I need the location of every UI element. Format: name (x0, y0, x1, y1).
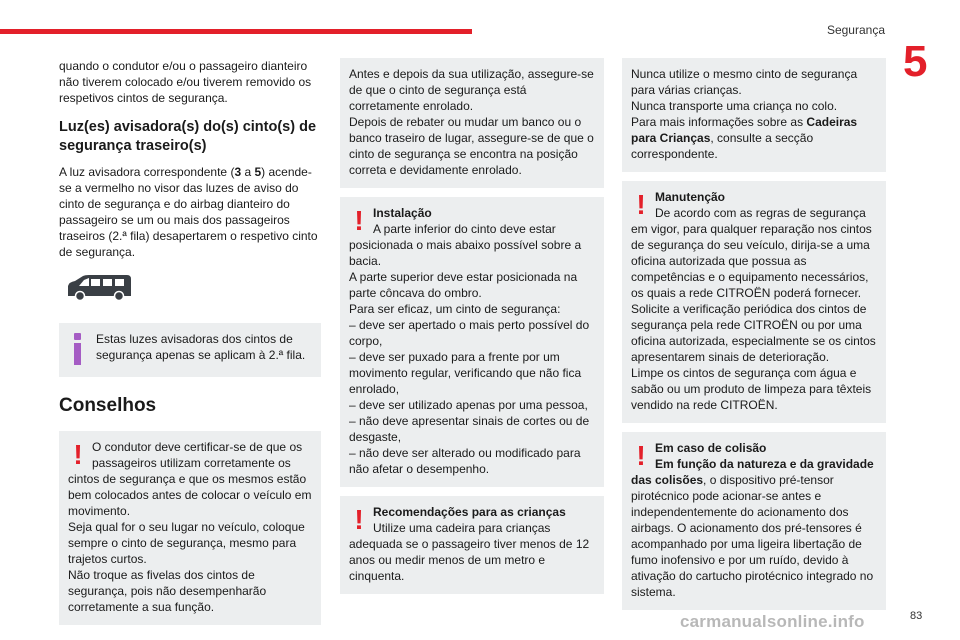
page-number: 83 (910, 610, 923, 622)
installation-title: Instalação (373, 206, 432, 220)
section-title: Segurança (826, 23, 885, 37)
warning-box-maintenance: ! Manutenção De acordo com as regras de segurança em vigor, para qualquer reparação nos cintos de segurança do seu veículo, dirija-se a uma oficina autorizada que possua as competências e o equipamento necessários, os quais a rede CITROËN poderá fornecer. Solicite a verificação periódica dos cintos de segurança pela rede CITROËN ou por uma oficina autorizada, especialmente se os cintos apresentarem sinais de deterioração. Limpe os cintos de segurança com água e sabão ou um produto de limpeza para têxteis vendido na rede CITROËN. (622, 181, 886, 423)
watermark: carmanualsonline.info (680, 612, 865, 631)
warning-box-installation: ! Instalação A parte inferior do cinto deve estar posicionada o mais abaixo possível sobre a bacia. A parte superior deve estar posicionada na parte côncava do ombro. Para ser eficaz, um cinto de segurança: – deve ser apertado o mais perto possível do corpo, – deve ser puxado para a frente por um movimento regular, verificando que não fica enrolado, – deve ser utilizado apenas por uma pessoa, – não deve apresentar sinais de cortes ou de desgaste, – não deve ser alterado ou modificado para não afetar o desempenho. (340, 197, 604, 487)
collision-title: Em caso de colisão (655, 441, 767, 455)
warning-icon: ! (73, 439, 83, 470)
warning-icon: ! (636, 440, 646, 471)
car-rear-seats-icon (65, 272, 135, 302)
info-box-retracting: Antes e depois da sua utilização, assegure-se de que o cinto de segurança está corretamente enrolado. Depois de rebater ou mudar um banco ou o banco traseiro de lugar, assegure-se de que o cinto de segurança se encontra na posição correta e devidamente enrolado. (340, 58, 604, 188)
info-box-children-belt: Nunca utilize o mesmo cinto de segurança para várias crianças. Nunca transporte uma criança no colo. Para mais informações sobre as Cadeiras para Crianças, consulte a secção correspondente. (622, 58, 886, 172)
warning-box-driver: ! O condutor deve certificar-se de que os passageiros utilizam corretamente os cintos de segurança e que os mesmos estão bem colocados antes de colocar o veículo em movimento. Seja qual for o seu lugar no veículo, coloque sempre o cinto de segurança, mesmo para trajetos curtos. Não troque as fivelas dos cintos de segurança, pois não desempenharão corretamente a sua função. (59, 431, 321, 625)
column-2 (340, 58, 604, 603)
info-icon (68, 331, 90, 367)
warning-box-children: ! Recomendações para as crianças Utilize uma cadeira para crianças adequada se o passageiro tiver menos de 12 anos ou medir menos de um metro e cinquenta. (340, 496, 604, 594)
advice-heading: Conselhos (59, 395, 157, 416)
info-box-rear-row: Estas luzes avisadoras dos cintos de segurança apenas se aplicam à 2.ª fila. (59, 323, 321, 377)
warning-box-collision: ! Em caso de colisão Em função da natureza e da gravidade das colisões, o dispositivo pré-tensor pirotécnico pode acionar-se antes e independentemente do acionamento dos airbags. O acionamento dos pré-tensores é acompanhado por uma ligeira libertação de fumo inofensivo e por um ruído, devido à ativação do cartucho pirotécnico integrado no sistema. (622, 432, 886, 610)
intro-paragraph: quando o condutor e/ou o passageiro dianteiro não tiverem colocado e/ou tiverem removido os respetivos cintos de segurança. (59, 59, 312, 105)
warning-icon: ! (636, 189, 646, 220)
warning-icon: ! (354, 504, 364, 535)
rear-belt-warning-text: A luz avisadora correspondente (3 a 5) acende-se a vermelho no visor das luzes de aviso do cinto de segurança e do airbag dianteiro do passageiro se um ou mais dos passageiros traseiros (2.ª fila) desapertarem o respetivo cinto de segurança. (59, 165, 318, 259)
column-1 (59, 58, 321, 634)
maintenance-title: Manutenção (655, 190, 726, 204)
header-red-bar (0, 29, 472, 34)
column-3 (622, 58, 886, 619)
rear-belt-warning-heading: Luz(es) avisadora(s) do(s) cinto(s) de segurança traseiro(s) (59, 119, 317, 154)
chapter-number: 5 (903, 37, 928, 86)
warning-icon: ! (354, 205, 364, 236)
children-title: Recomendações para as crianças (373, 505, 566, 519)
